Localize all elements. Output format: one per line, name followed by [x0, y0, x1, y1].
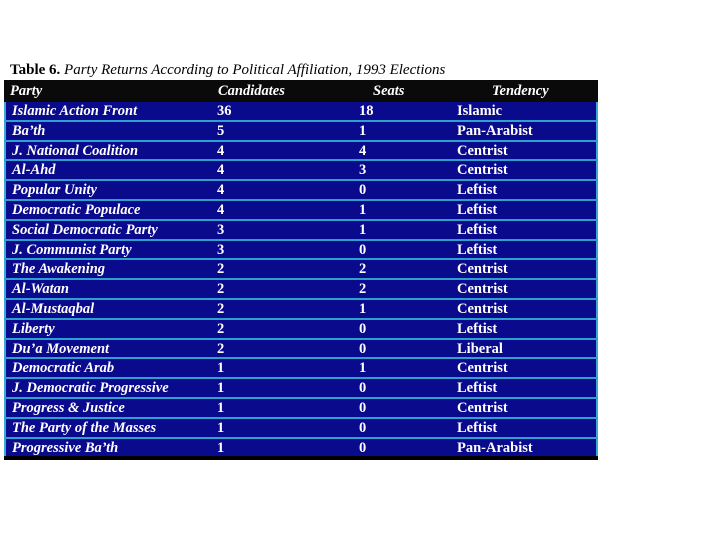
cell-candidates: 36 — [217, 103, 232, 119]
cell-candidates: 4 — [217, 162, 225, 179]
cell-party: Progress & Justice — [12, 399, 125, 416]
cell-tendency: Centrist — [457, 162, 508, 179]
cell-party: Progressive Ba’th — [12, 439, 119, 456]
cell-party: Popular Unity — [12, 182, 97, 199]
table-row — [4, 419, 598, 437]
cell-seats: 0 — [359, 320, 367, 337]
cell-seats: 0 — [359, 380, 367, 397]
cell-party: Al-Mustaqbal — [12, 300, 95, 317]
table-row — [4, 359, 598, 377]
table-caption — [10, 61, 445, 79]
cell-tendency: Centrist — [457, 261, 508, 278]
cell-party: Social Democratic Party — [12, 221, 158, 238]
table-row — [4, 260, 598, 278]
table-header-row — [4, 80, 598, 102]
cell-seats: 0 — [359, 182, 367, 199]
party-returns-table — [4, 80, 598, 460]
header-seats: Seats — [373, 83, 405, 99]
cell-candidates: 4 — [217, 201, 225, 218]
table-body — [4, 102, 598, 456]
cell-candidates: 2 — [217, 340, 225, 357]
table-row — [4, 320, 598, 338]
cell-seats: 0 — [359, 399, 367, 416]
table-row — [4, 241, 598, 259]
cell-party: Democratic Populace — [12, 201, 141, 218]
cell-party: Du’a Movement — [12, 340, 110, 357]
table-row — [4, 340, 598, 358]
cell-seats: 1 — [359, 122, 367, 139]
cell-party: Al-Watan — [12, 281, 69, 298]
cell-party: Democratic Arab — [12, 360, 115, 377]
table-row — [4, 181, 598, 199]
table-row — [4, 280, 598, 298]
cell-tendency: Centrist — [457, 300, 508, 317]
cell-seats: 2 — [359, 261, 367, 278]
cell-seats: 0 — [359, 419, 367, 436]
cell-candidates: 3 — [217, 221, 225, 238]
cell-seats: 0 — [359, 439, 367, 456]
cell-seats: 1 — [359, 221, 367, 238]
cell-candidates: 4 — [217, 142, 225, 159]
cell-party: J. Communist Party — [12, 241, 132, 258]
cell-candidates: 1 — [217, 380, 225, 397]
cell-seats: 2 — [359, 281, 367, 298]
table-row — [4, 161, 598, 179]
cell-tendency: Leftist — [457, 380, 498, 397]
cell-candidates: 2 — [217, 320, 225, 337]
cell-tendency: Pan-Arabist — [457, 122, 533, 139]
cell-tendency: Leftist — [457, 419, 498, 436]
cell-party: Al-Ahd — [12, 162, 56, 179]
table-row — [4, 399, 598, 417]
caption-text: Party Returns According to Political Affiliation, 1993 Elections — [64, 62, 446, 78]
header-party: Party — [10, 83, 43, 99]
table-row — [4, 379, 598, 397]
cell-tendency: Leftist — [457, 182, 498, 199]
cell-party: Ba’th — [12, 122, 46, 139]
cell-candidates: 2 — [217, 281, 225, 298]
cell-candidates: 2 — [217, 300, 225, 317]
cell-seats: 3 — [359, 162, 367, 179]
cell-candidates: 1 — [217, 360, 225, 377]
cell-party: The Party of the Masses — [12, 419, 157, 436]
table-row — [4, 142, 598, 160]
cell-tendency: Islamic — [457, 103, 503, 119]
cell-tendency: Leftist — [457, 320, 498, 337]
cell-seats: 1 — [359, 201, 367, 218]
cell-seats: 18 — [359, 103, 374, 119]
table-row — [4, 201, 598, 219]
table-row — [4, 300, 598, 318]
cell-party: Liberty — [12, 320, 55, 337]
cell-tendency: Centrist — [457, 281, 508, 298]
cell-seats: 1 — [359, 360, 367, 377]
cell-seats: 0 — [359, 340, 367, 357]
cell-candidates: 3 — [217, 241, 225, 258]
cell-party: J. National Coalition — [12, 142, 139, 159]
caption-label: Table 6. — [10, 62, 61, 78]
cell-candidates: 4 — [217, 182, 225, 199]
cell-tendency: Leftist — [457, 241, 498, 258]
cell-tendency: Pan-Arabist — [457, 439, 533, 456]
cell-party: J. Democratic Progressive — [12, 380, 169, 397]
cell-party: The Awakening — [12, 261, 106, 278]
cell-party: Islamic Action Front — [12, 103, 138, 119]
cell-tendency: Liberal — [457, 340, 503, 357]
cell-candidates: 1 — [217, 439, 225, 456]
table-row — [4, 221, 598, 239]
table-row — [4, 102, 598, 120]
table-row — [4, 439, 598, 457]
cell-seats: 1 — [359, 300, 367, 317]
cell-tendency: Centrist — [457, 360, 508, 377]
cell-tendency: Centrist — [457, 399, 508, 416]
header-tendency: Tendency — [492, 83, 549, 99]
table-row — [4, 122, 598, 140]
cell-candidates: 5 — [217, 122, 225, 139]
cell-candidates: 1 — [217, 399, 225, 416]
cell-tendency: Leftist — [457, 201, 498, 218]
cell-tendency: Leftist — [457, 221, 498, 238]
cell-seats: 4 — [359, 142, 367, 159]
cell-tendency: Centrist — [457, 142, 508, 159]
cell-candidates: 2 — [217, 261, 225, 278]
cell-seats: 0 — [359, 241, 367, 258]
cell-candidates: 1 — [217, 419, 225, 436]
header-candidates: Candidates — [218, 83, 285, 99]
